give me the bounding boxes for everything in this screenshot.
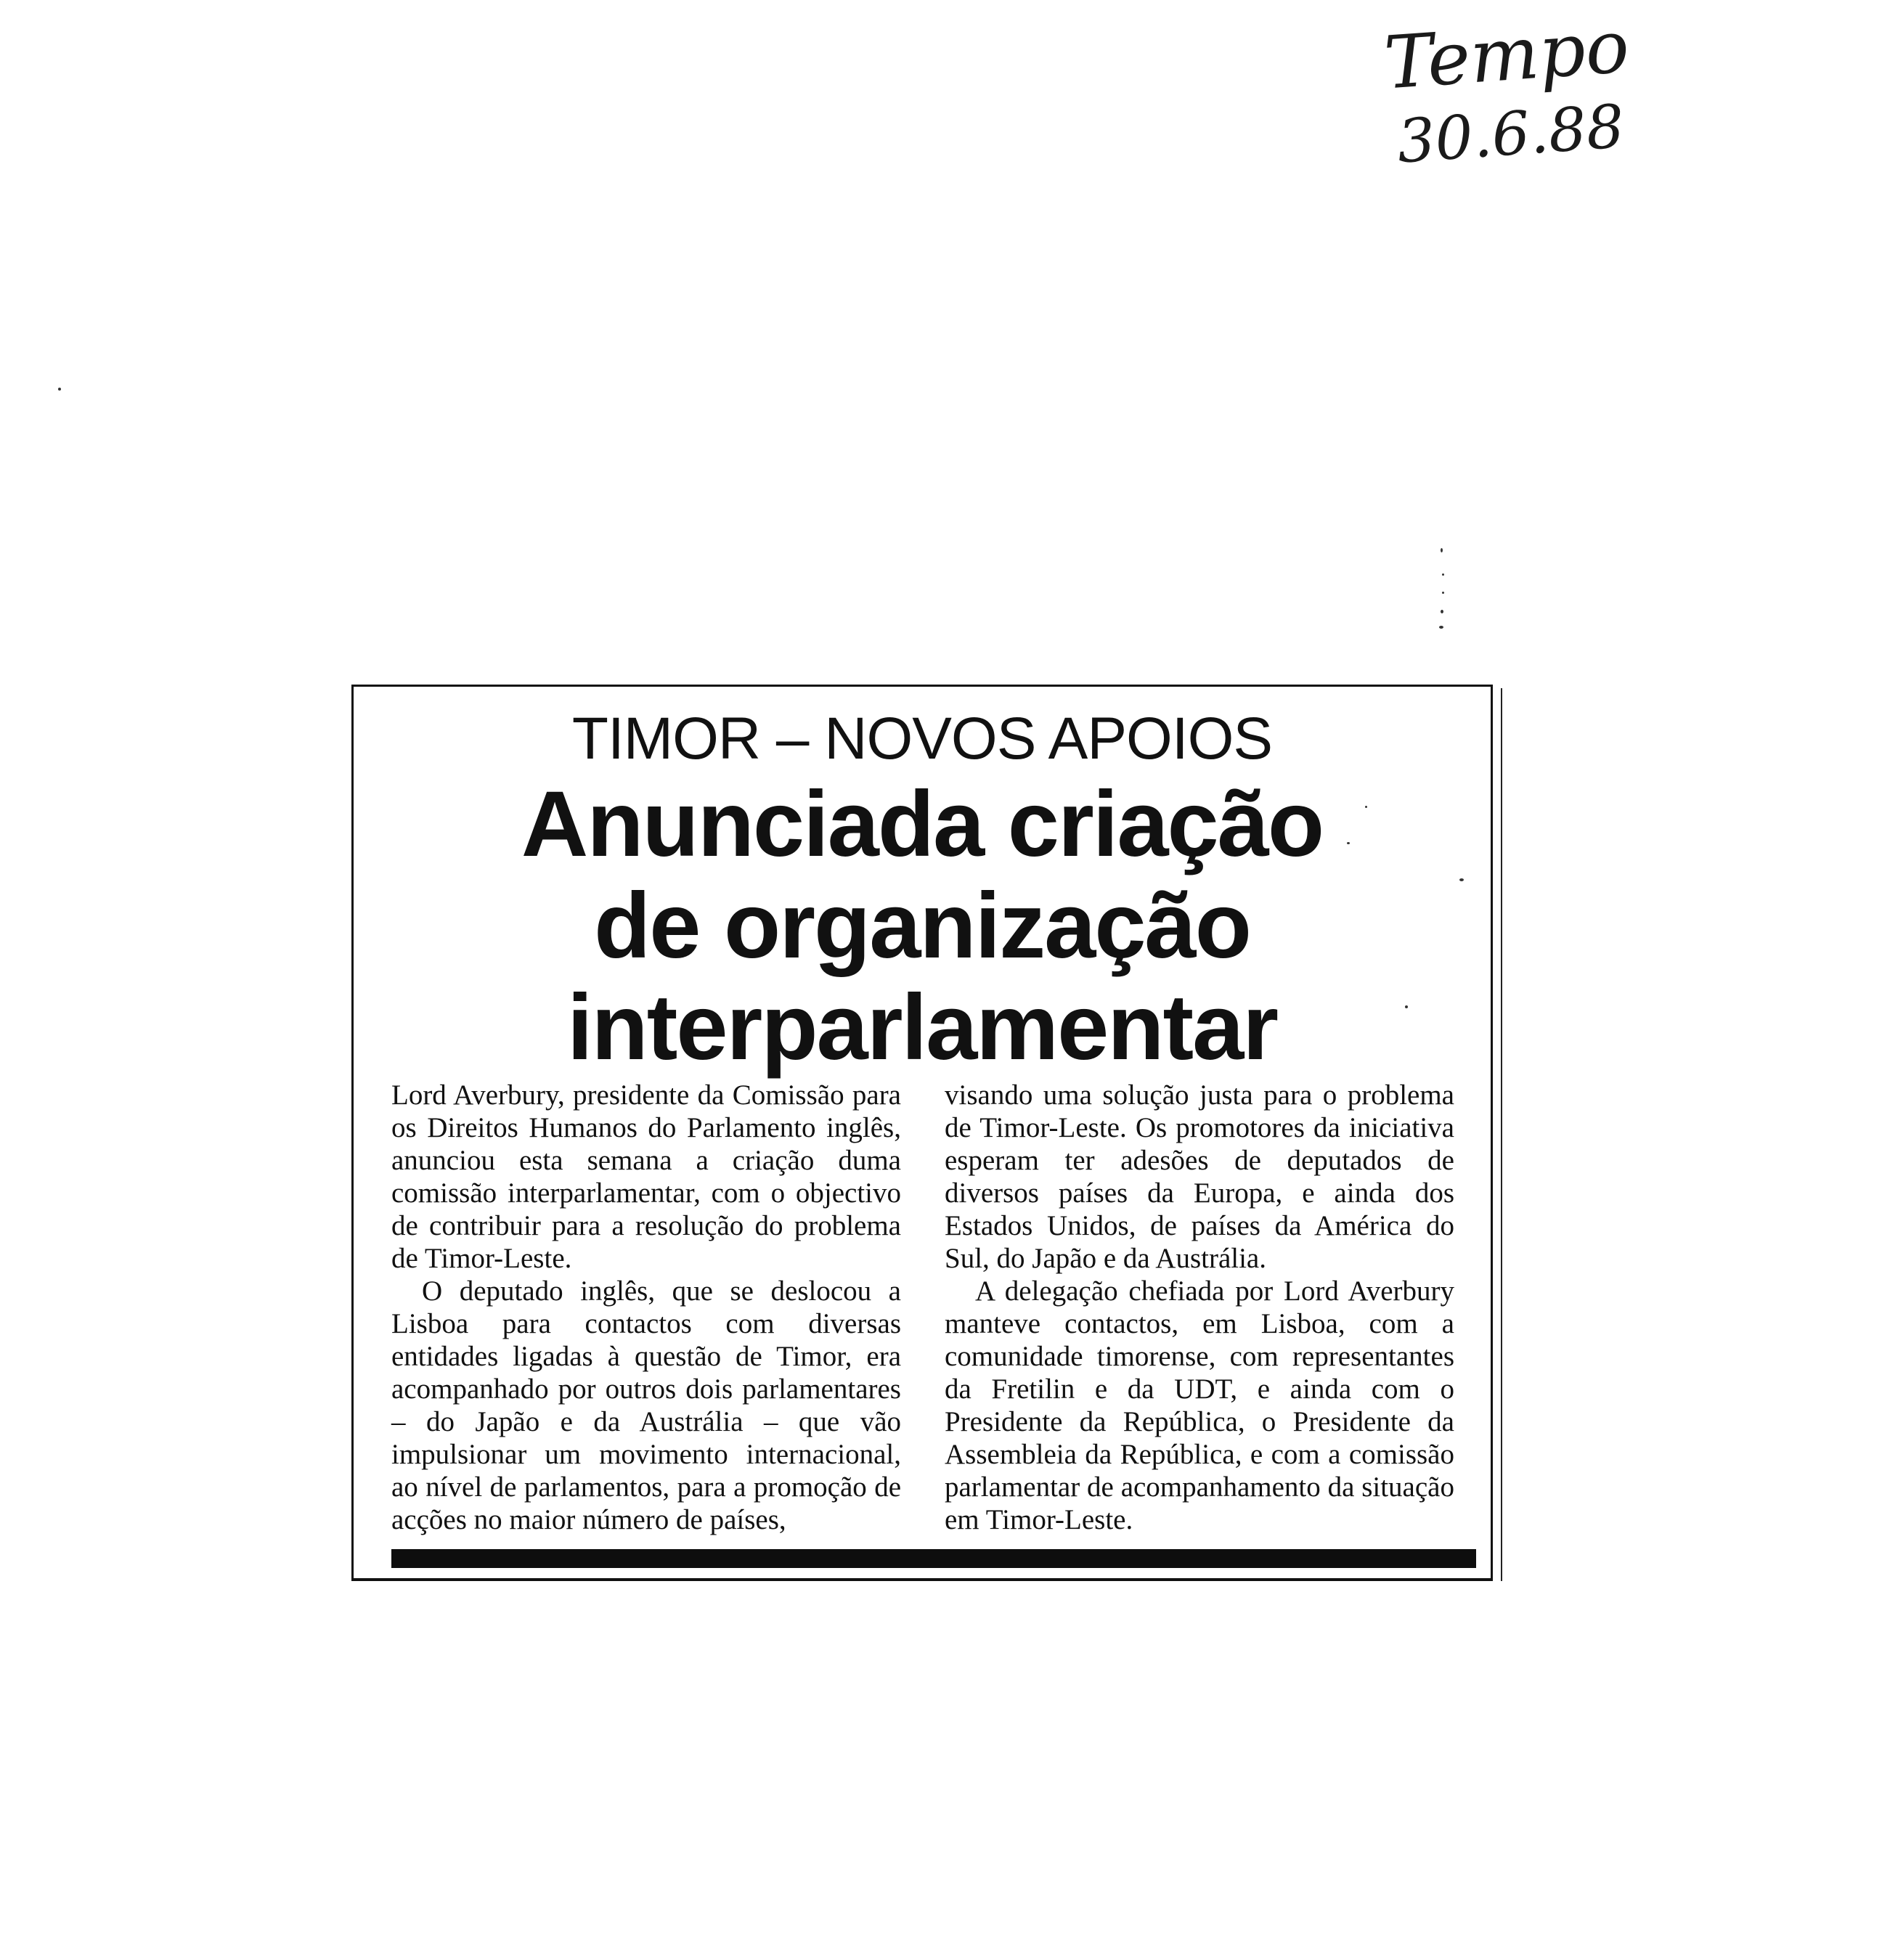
scan-speck — [1441, 610, 1443, 613]
headline-line: interparlamentar — [566, 976, 1278, 1079]
article-body — [391, 1079, 1454, 1536]
scan-speck — [1442, 592, 1444, 594]
article-paragraph: A delegação chefiada por Lord Averbury manteve contactos, em Lisboa, com a comunidade timorense, com representantes da Fretilin e da UDT, e ainda com o Presidente da República, o Presidente da Assembleia da República, e com a comissão parlamentar de acompanhamento da situação em Timor-Leste. — [945, 1275, 1454, 1535]
article-column-left — [391, 1079, 901, 1536]
handwritten-source: Tempo — [1381, 4, 1632, 106]
handwritten-date: 30.6.88 — [1395, 91, 1627, 177]
article-paragraph: O deputado inglês, que se deslocou a Lisboa para contactos com diversas entidades ligadas à questão de Timor, era acompanhado por outros dois parlamentares – do Japão e da Austrália – que vão impulsionar um movimento internacional, ao nível de parlamentos, para a promoção de acções no maior número de países, — [391, 1275, 901, 1535]
newspaper-clipping — [351, 685, 1493, 1581]
scan-speck — [1439, 626, 1443, 629]
headline-line: de organização — [594, 874, 1250, 978]
article-paragraph: Lord Averbury, presidente da Comissão para os Direitos Humanos do Parlamento inglês, anunciou esta semana a criação duma comissão interparlamentar, com o objectivo de contribuir para a resolução do problema de Timor-Leste. — [391, 1079, 901, 1274]
article-column-right — [945, 1079, 1454, 1536]
bottom-rule — [391, 1549, 1476, 1568]
scan-speck — [1441, 548, 1443, 552]
article-headline — [354, 774, 1491, 1079]
handwritten-annotation — [1360, 4, 1675, 178]
scan-speck — [1442, 573, 1444, 576]
article-paragraph: visando uma solução justa para o problema de Timor-Leste. Os promotores da iniciativa esperam ter adesões de deputados de diversos países da Europa, e ainda dos Estados Unidos, de países da América do Sul, do Japão e da Austrália. — [945, 1079, 1454, 1274]
headline-line: Anunciada criação — [521, 772, 1324, 876]
scan-speck — [58, 388, 61, 391]
article-kicker: TIMOR – NOVOS APOIOS — [571, 706, 1273, 772]
